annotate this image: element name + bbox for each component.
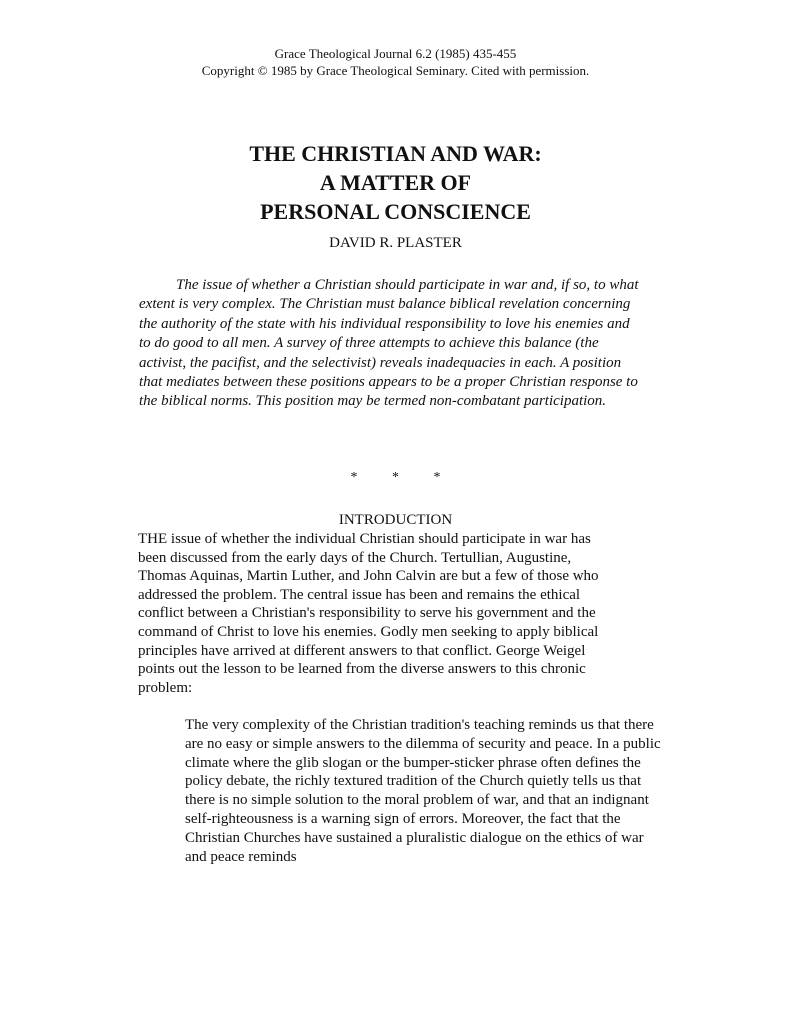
introduction-paragraph: THE issue of whether the individual Christian should participate in war has been discussed from the early days of the Church. Tertullian, Augustine, Thomas Aquinas, Martin Luther, and John Calvin are but a few of those who addressed the problem. The central issue has been and remains the ethical conflict between a Christian's responsibility to serve his government and the command of Christ to love his enemies. Godly men seeking to apply biblical principles have arrived at different answers to that conflict. George Weigel points out the lesson to be learned from the diverse answers to this chronic problem: bbox=[138, 531, 599, 696]
section-heading-introduction: INTRODUCTION bbox=[338, 512, 453, 528]
separator-star: * bbox=[350, 470, 358, 485]
title-line-2: A MATTER OF bbox=[319, 170, 472, 195]
separator-star: * bbox=[433, 470, 441, 485]
article-abstract: The issue of whether a Christian should participate in war and, if so, to what extent is very complex. The Christian must balance biblical revelation concerning the authority of the state with his individual responsibility to love his enemies and to do good to all men. A survey of three attempts to achieve this balance (the activist, the pacifist, and the selectivist) reveals inadequacies in each. A position that mediates between these positions appears to be a proper Christian response to the biblical norms. This position may be termed non-combatant participation. bbox=[139, 277, 639, 410]
article-title bbox=[0, 139, 791, 226]
title-line-1: THE CHRISTIAN AND WAR: bbox=[249, 141, 542, 166]
journal-citation: Grace Theological Journal 6.2 (1985) 435-455 bbox=[274, 46, 517, 61]
section-separator bbox=[0, 470, 791, 486]
journal-header bbox=[0, 45, 791, 79]
copyright-notice: Copyright © 1985 by Grace Theological Seminary. Cited with permission. bbox=[201, 63, 590, 78]
separator-star: * bbox=[392, 470, 399, 485]
article-author: DAVID R. PLASTER bbox=[329, 235, 462, 251]
title-line-3: PERSONAL CONSCIENCE bbox=[260, 199, 531, 224]
block-quotation: The very complexity of the Christian tradition's teaching reminds us that there are no easy or simple answers to the dilemma of security and peace. In a public climate where the glib slogan or the bumper-sticker phrase often defines the policy debate, the richly textured tradition of the Church quietly tells us that there is no simple solution to the moral problem of war, and that an indignant self-righteousness is a warning sign of errors. Moreover, the fact that the Christian Churches have sustained a pluralistic dialogue on the ethics of war and peace reminds bbox=[185, 717, 661, 865]
